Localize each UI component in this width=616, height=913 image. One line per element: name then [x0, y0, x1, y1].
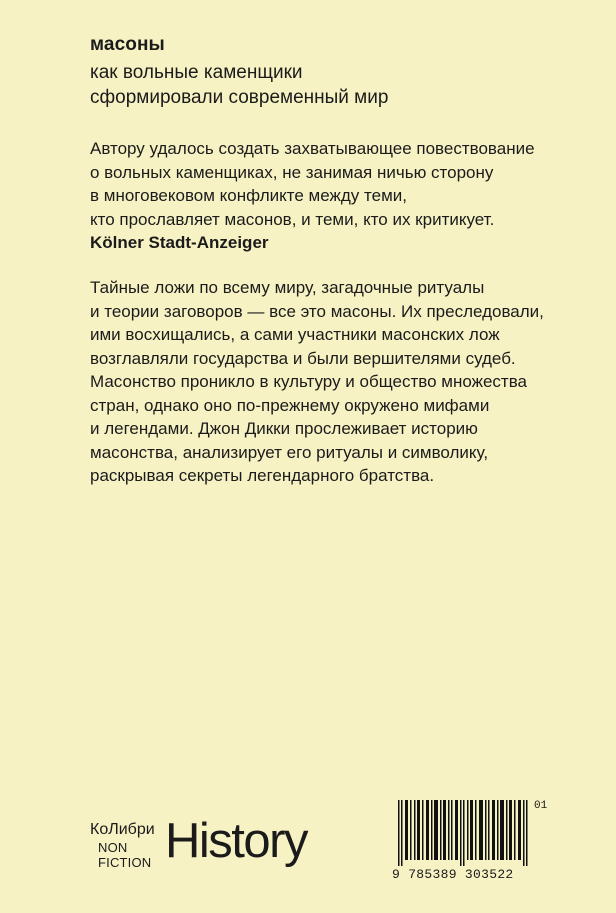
book-subtitle: как вольные каменщики сформировали современный мир [90, 62, 389, 108]
review-quote: Автору удалось создать захватывающее повествование о вольных каменщиках, не занимая ничью сторону в многовековом конфликте между теми, кто прославляет масонов, и теми, кто их критикует. [90, 139, 535, 229]
publisher-collection: History [165, 814, 307, 868]
book-description: Тайные ложи по всему миру, загадочные ритуалы и теории заговоров — все это масоны. Их преследовали, ими восхищались, а сами участники масонских лож возглавляли государства и были вершителями судеб. Масонство проникло в культуру и общество множества стран, однако оно по-прежнему окружено мифами и легендами. Джон Дикки прослеживает историю масонства, анализирует его ритуалы и символику, раскрывая секреты легендарного братства. [90, 278, 544, 485]
barcode-bars [396, 800, 532, 866]
book-title: масоны [90, 34, 165, 55]
publisher-logo [90, 814, 350, 877]
isbn-barcode [392, 800, 548, 884]
publisher-series: NON FICTION [98, 840, 152, 870]
barcode-addon: 01 [534, 800, 548, 812]
review-source: Kölner Stadt-Anzeiger [90, 233, 269, 252]
publisher-imprint: КоЛибри [90, 821, 155, 838]
barcode-number: 9 785389 303522 [392, 867, 514, 882]
